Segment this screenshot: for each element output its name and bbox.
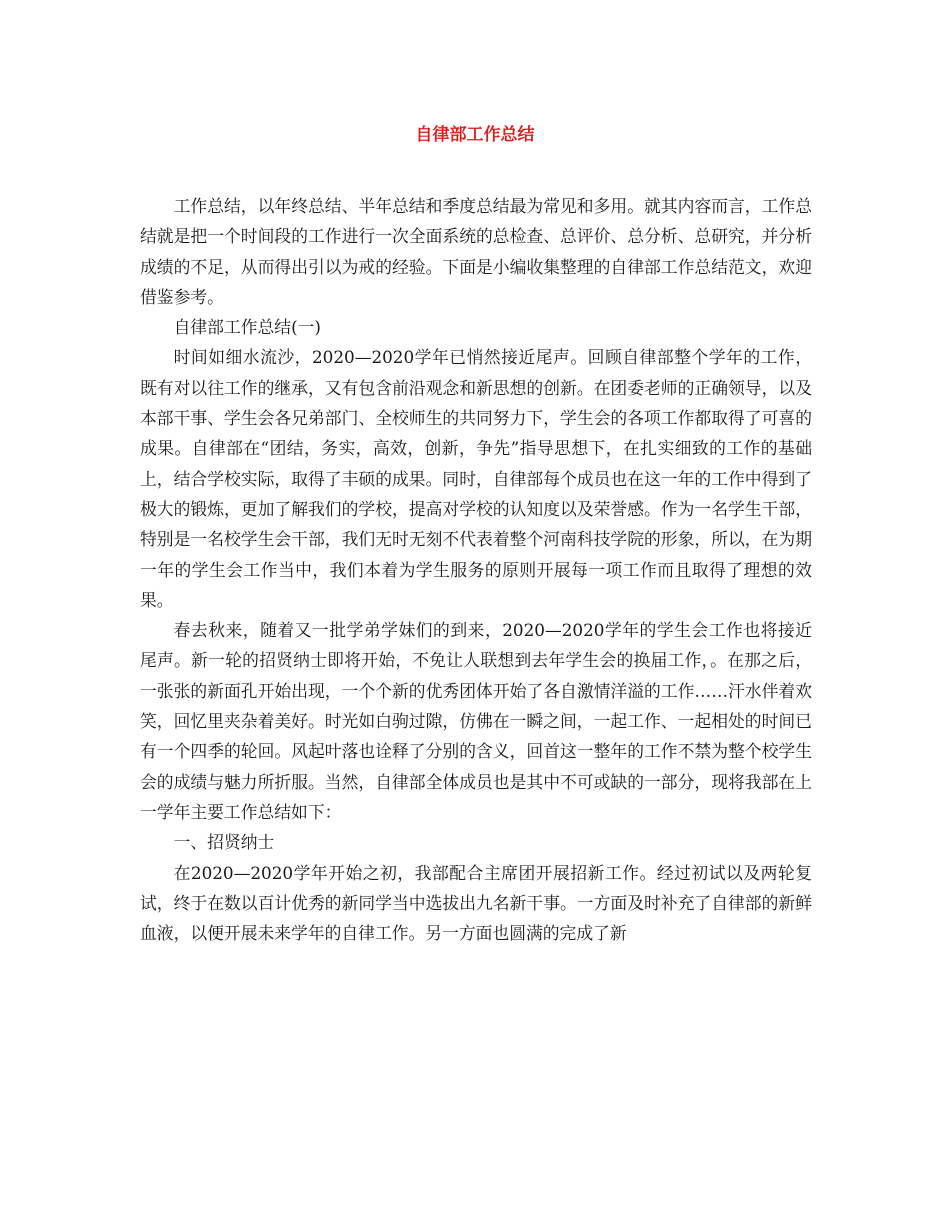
- section-heading-summary-one: 自律部工作总结(一): [173, 317, 321, 338]
- body-paragraph: 在2020—2020学年开始之初，我部配合主席团开展招新工作。经过初试以及两轮复试，终于在数以百计优秀的新同学当中选拔出九名新干事。一方面及时补充了自律部的新鲜血液，以便开展未来学年的自律工作。另一方面也圆满的完成了新: [140, 862, 812, 944]
- body-paragraph: 时间如细水流沙，2020—2020学年已悄然接近尾声。回顾自律部整个学年的工作，既有对以往工作的继承，又有包含前沿观念和新思想的创新。在团委老师的正确领导，以及本部干事、学生会各兄弟部门、全校师生的共同努力下，学生会的各项工作都取得了可喜的成果。自律部在“团结，务实，高效，创新，争先”指导思想下，在扎实细致的工作的基础上，结合学校实际，取得了丰硕的成果。同时，自律部每个成员也在这一年的工作中得到了极大的锻炼，更加了解我们的学校，提高对学校的认知度以及荣誉感。作为一名学生干部，特别是一名校学生会干部，我们无时无刻不代表着整个河南科技学院的形象，所以，在为期一年的学生会工作当中，我们本着为学生服务的原则开展每一项工作而且取得了理想的效果。: [140, 347, 812, 610]
- body-paragraph: 春去秋来，随着又一批学弟学妹们的到来，2020—2020学年的学生会工作也将接近尾声。新一轮的招贤纳士即将开始，不免让人联想到去年学生会的换届工作，。在那之后，一张张的新面孔开始出现，一个个新的优秀团体开始了各自激情洋溢的工作……汗水伴着欢笑，回忆里夹杂着美好。时光如白驹过隙，仿佛在一瞬之间，一起工作、一起相处的时间已有一个四季的轮回。风起叶落也诠释了分别的含义，回首这一整年的工作不禁为整个校学生会的成绩与魅力所折服。当然，自律部全体成员也是其中不可或缺的一部分，现将我部在上一学年主要工作总结如下：: [140, 620, 812, 822]
- document-title: 自律部工作总结: [415, 125, 535, 145]
- document-body: [140, 191, 812, 948]
- intro-paragraph: 工作总结，以年终总结、半年总结和季度总结最为常见和多用。就其内容而言，工作总结就是把一个时间段的工作进行一次全面系统的总检查、总评价、总分析、总研究，并分析成绩的不足，从而得出引以为戒的经验。下面是小编收集整理的自律部工作总结范文，欢迎借鉴参考。: [140, 196, 812, 307]
- section-heading-recruitment: 一、招贤纳士: [173, 832, 275, 853]
